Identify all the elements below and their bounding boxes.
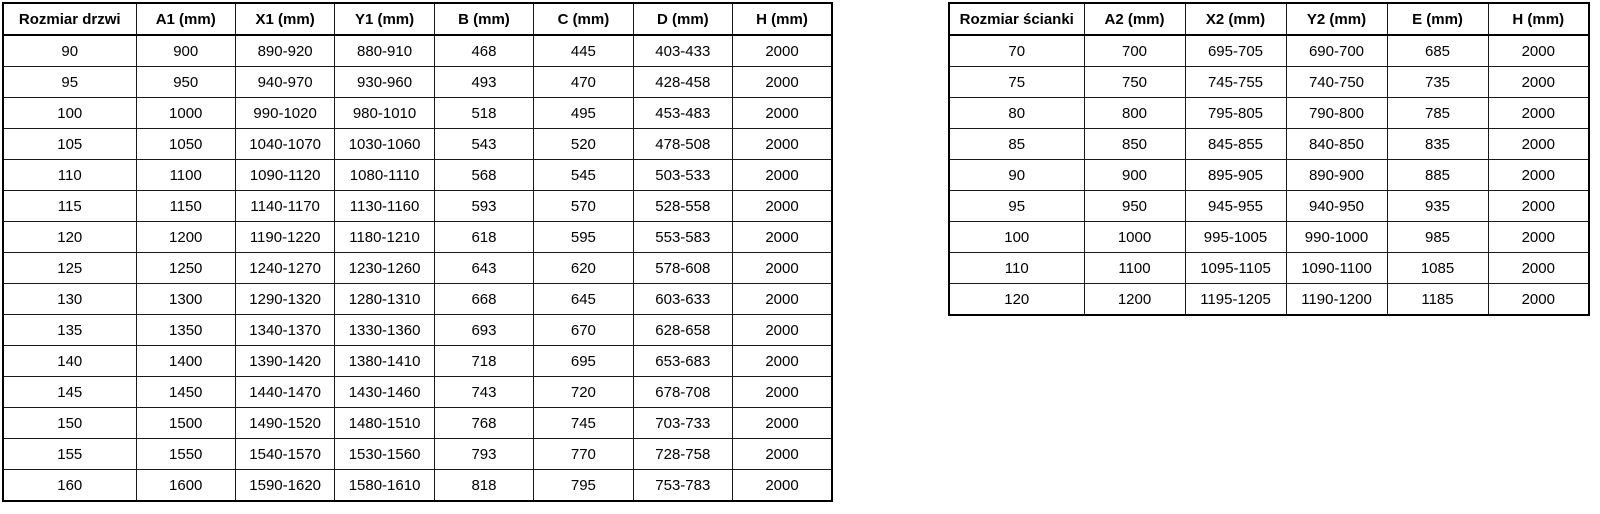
table-cell: 1090-1100 [1286,253,1387,284]
table-cell: 1000 [136,98,235,129]
table-cell: 643 [434,253,533,284]
table-cell: 105 [3,129,136,160]
table-cell: 793 [434,439,533,470]
table-cell: 110 [949,253,1084,284]
table-cell: 850 [1084,129,1185,160]
table-cell: 840-850 [1286,129,1387,160]
table-cell: 1290-1320 [235,284,334,315]
table-row [949,35,1589,67]
table-cell: 150 [3,408,136,439]
table-cell: 2000 [733,439,832,470]
table-cell: 95 [3,67,136,98]
table-cell: 1430-1460 [335,377,434,408]
table-cell: 140 [3,346,136,377]
table-cell: 545 [534,160,633,191]
table-row [3,222,832,253]
table-cell: 543 [434,129,533,160]
header-cell: A1 (mm) [136,3,235,35]
table-cell: 470 [534,67,633,98]
table-cell: 478-508 [633,129,732,160]
table-cell: 1185 [1387,284,1488,316]
table-cell: 2000 [733,129,832,160]
header-cell: D (mm) [633,3,732,35]
table-cell: 985 [1387,222,1488,253]
table-cell: 795 [534,470,633,502]
table-cell: 428-458 [633,67,732,98]
table-row [3,67,832,98]
table-cell: 160 [3,470,136,502]
table-row [3,284,832,315]
table-cell: 1230-1260 [335,253,434,284]
table-cell: 2000 [733,35,832,67]
table-cell: 1500 [136,408,235,439]
header-cell: Y1 (mm) [335,3,434,35]
table-cell: 695 [534,346,633,377]
table-cell: 503-533 [633,160,732,191]
table-cell: 468 [434,35,533,67]
table-cell: 75 [949,67,1084,98]
table-cell: 1450 [136,377,235,408]
table-cell: 950 [136,67,235,98]
table-cell: 1040-1070 [235,129,334,160]
table-cell: 2000 [733,377,832,408]
table-cell: 570 [534,191,633,222]
table-cell: 1090-1120 [235,160,334,191]
table-cell: 628-658 [633,315,732,346]
table-cell: 2000 [733,408,832,439]
table-cell: 1050 [136,129,235,160]
table-cell: 2000 [1488,222,1589,253]
table-cell: 90 [949,160,1084,191]
table-row [949,98,1589,129]
table-cell: 528-558 [633,191,732,222]
table-cell: 720 [534,377,633,408]
table-row [3,35,832,67]
table-cell: 1080-1110 [335,160,434,191]
table-cell: 1490-1520 [235,408,334,439]
table-cell: 990-1000 [1286,222,1387,253]
table-cell: 695-705 [1185,35,1286,67]
table-cell: 2000 [733,253,832,284]
table-cell: 900 [1084,160,1185,191]
table-cell: 1300 [136,284,235,315]
table-cell: 1140-1170 [235,191,334,222]
table-cell: 1190-1200 [1286,284,1387,316]
table-row [3,98,832,129]
door-size-table [2,2,833,502]
table-row [3,377,832,408]
table-cell: 895-905 [1185,160,1286,191]
header-cell: Rozmiar drzwi [3,3,136,35]
table-cell: 980-1010 [335,98,434,129]
table-cell: 753-783 [633,470,732,502]
table-cell: 1000 [1084,222,1185,253]
table-cell: 935 [1387,191,1488,222]
table-cell: 1540-1570 [235,439,334,470]
header-cell: Rozmiar ścianki [949,3,1084,35]
table-cell: 100 [949,222,1084,253]
table-cell: 603-633 [633,284,732,315]
table-cell: 1180-1210 [335,222,434,253]
table-cell: 2000 [733,67,832,98]
table-cell: 2000 [1488,98,1589,129]
table-cell: 618 [434,222,533,253]
table-cell: 990-1020 [235,98,334,129]
table-row [949,67,1589,98]
table-cell: 880-910 [335,35,434,67]
table-cell: 1550 [136,439,235,470]
table-cell: 1580-1610 [335,470,434,502]
table-cell: 2000 [733,315,832,346]
table-cell: 940-950 [1286,191,1387,222]
table-row [949,129,1589,160]
table-cell: 800 [1084,98,1185,129]
table-cell: 728-758 [633,439,732,470]
table-cell: 690-700 [1286,35,1387,67]
table-cell: 750 [1084,67,1185,98]
table-cell: 1200 [136,222,235,253]
table-cell: 740-750 [1286,67,1387,98]
table-cell: 845-855 [1185,129,1286,160]
header-cell: X2 (mm) [1185,3,1286,35]
table-row [3,191,832,222]
table-cell: 678-708 [633,377,732,408]
table-cell: 2000 [733,284,832,315]
header-row [949,3,1589,35]
table-cell: 568 [434,160,533,191]
table-cell: 2000 [733,191,832,222]
table-cell: 1200 [1084,284,1185,316]
table-row [3,470,832,502]
table-row [949,160,1589,191]
table-cell: 593 [434,191,533,222]
table-cell: 1400 [136,346,235,377]
table-cell: 578-608 [633,253,732,284]
table-cell: 693 [434,315,533,346]
table-cell: 1600 [136,470,235,502]
table-cell: 110 [3,160,136,191]
table-cell: 785 [1387,98,1488,129]
table-cell: 2000 [1488,284,1589,316]
table-cell: 1530-1560 [335,439,434,470]
table-cell: 520 [534,129,633,160]
table-cell: 2000 [1488,160,1589,191]
table-cell: 453-483 [633,98,732,129]
table-row [949,222,1589,253]
table-cell: 1150 [136,191,235,222]
table-cell: 80 [949,98,1084,129]
table-row [3,346,832,377]
table-cell: 518 [434,98,533,129]
header-row [3,3,832,35]
table-row [3,160,832,191]
table-cell: 743 [434,377,533,408]
table-cell: 100 [3,98,136,129]
table-cell: 670 [534,315,633,346]
table-cell: 120 [3,222,136,253]
table-cell: 770 [534,439,633,470]
table-row [3,315,832,346]
table-cell: 1440-1470 [235,377,334,408]
table-cell: 1130-1160 [335,191,434,222]
table-cell: 950 [1084,191,1185,222]
table-cell: 1330-1360 [335,315,434,346]
header-cell: A2 (mm) [1084,3,1185,35]
table-cell: 930-960 [335,67,434,98]
table-cell: 795-805 [1185,98,1286,129]
table-cell: 90 [3,35,136,67]
header-cell: H (mm) [733,3,832,35]
table-cell: 700 [1084,35,1185,67]
table-cell: 2000 [733,346,832,377]
table-cell: 1100 [136,160,235,191]
table-cell: 768 [434,408,533,439]
header-cell: C (mm) [534,3,633,35]
table-row [949,284,1589,316]
table-cell: 940-970 [235,67,334,98]
table-cell: 1590-1620 [235,470,334,502]
header-cell: X1 (mm) [235,3,334,35]
table-cell: 595 [534,222,633,253]
table-cell: 1390-1420 [235,346,334,377]
table-cell: 1030-1060 [335,129,434,160]
table-cell: 1340-1370 [235,315,334,346]
table-row [3,253,832,284]
table-cell: 1085 [1387,253,1488,284]
table-cell: 445 [534,35,633,67]
header-cell: B (mm) [434,3,533,35]
table-cell: 2000 [1488,67,1589,98]
table-cell: 120 [949,284,1084,316]
table-cell: 645 [534,284,633,315]
table-row [949,191,1589,222]
table-row [3,439,832,470]
table-cell: 145 [3,377,136,408]
table-cell: 1095-1105 [1185,253,1286,284]
table-cell: 2000 [733,470,832,502]
table-cell: 2000 [1488,253,1589,284]
table-cell: 135 [3,315,136,346]
table-cell: 2000 [1488,129,1589,160]
table-row [3,408,832,439]
table-cell: 885 [1387,160,1488,191]
table-cell: 2000 [733,160,832,191]
table-cell: 745 [534,408,633,439]
table-cell: 125 [3,253,136,284]
table-cell: 718 [434,346,533,377]
table-cell: 130 [3,284,136,315]
table-cell: 1195-1205 [1185,284,1286,316]
table-cell: 95 [949,191,1084,222]
table-cell: 1100 [1084,253,1185,284]
table-cell: 1350 [136,315,235,346]
header-cell: Y2 (mm) [1286,3,1387,35]
table-cell: 1190-1220 [235,222,334,253]
table-cell: 1240-1270 [235,253,334,284]
header-cell: H (mm) [1488,3,1589,35]
table-row [949,253,1589,284]
table-cell: 553-583 [633,222,732,253]
table-cell: 703-733 [633,408,732,439]
table-cell: 403-433 [633,35,732,67]
table-cell: 1380-1410 [335,346,434,377]
table-cell: 155 [3,439,136,470]
table-cell: 620 [534,253,633,284]
table-cell: 70 [949,35,1084,67]
table-cell: 745-755 [1185,67,1286,98]
table-cell: 2000 [733,222,832,253]
table-cell: 493 [434,67,533,98]
table-cell: 85 [949,129,1084,160]
table-cell: 668 [434,284,533,315]
table-cell: 1250 [136,253,235,284]
table-cell: 2000 [1488,35,1589,67]
table-cell: 2000 [733,98,832,129]
table-cell: 495 [534,98,633,129]
table-row [3,129,832,160]
table-cell: 890-900 [1286,160,1387,191]
table-cell: 995-1005 [1185,222,1286,253]
table-cell: 735 [1387,67,1488,98]
table-cell: 835 [1387,129,1488,160]
table-cell: 685 [1387,35,1488,67]
table-cell: 1280-1310 [335,284,434,315]
table-cell: 945-955 [1185,191,1286,222]
table-cell: 790-800 [1286,98,1387,129]
table-cell: 1480-1510 [335,408,434,439]
table-cell: 2000 [1488,191,1589,222]
table-cell: 653-683 [633,346,732,377]
header-cell: E (mm) [1387,3,1488,35]
table-cell: 890-920 [235,35,334,67]
table-cell: 115 [3,191,136,222]
table-cell: 900 [136,35,235,67]
table-cell: 818 [434,470,533,502]
wall-size-table [948,2,1590,316]
